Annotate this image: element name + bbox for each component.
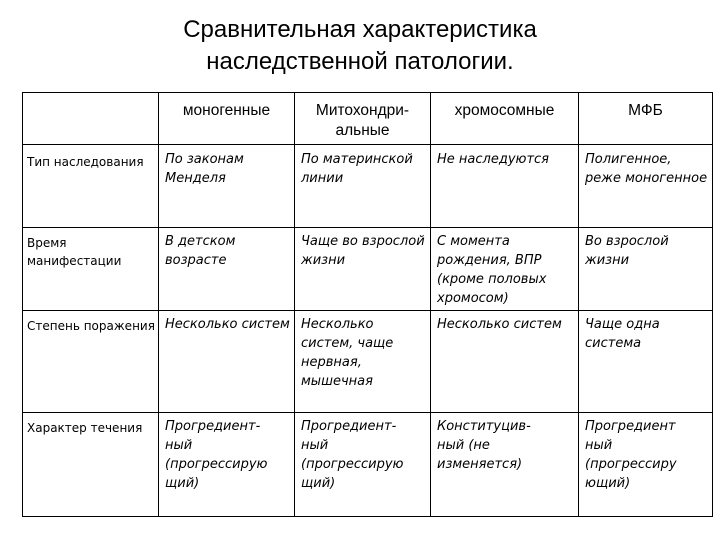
cell-text: В детском возрасте	[165, 234, 236, 268]
table-cell	[431, 311, 579, 413]
table-cell	[579, 311, 713, 413]
table-cell	[431, 413, 579, 517]
corner-cell	[23, 93, 159, 145]
table-row	[23, 311, 713, 413]
row-label-text: Тип наследования	[27, 155, 144, 169]
table-cell	[159, 145, 295, 228]
cell-text: Прогредиент ный (прогрессиру ющий)	[585, 419, 677, 491]
table-cell	[295, 311, 431, 413]
cell-text: Не наследуются	[437, 152, 549, 167]
cell-text: Несколько систем	[437, 317, 562, 332]
table-row	[23, 413, 713, 517]
row-label-inheritance	[23, 145, 159, 228]
table-cell	[159, 311, 295, 413]
cell-text: Чаще во взрослой жизни	[301, 234, 425, 268]
cell-text: Конституцив- ный (не изменяется)	[437, 419, 531, 472]
column-header-mitochondrial	[295, 93, 431, 145]
cell-text: Несколько систем, чаще нервная, мышечная	[301, 317, 394, 389]
row-label-manifestation	[23, 228, 159, 311]
column-header-mfb	[579, 93, 713, 145]
table-cell	[159, 413, 295, 517]
table-cell	[295, 228, 431, 311]
column-header-chromosomal	[431, 93, 579, 145]
title-line-2: наследственной патологии.	[206, 48, 514, 75]
column-header-monogenic	[159, 93, 295, 145]
cell-text: Чаще одна система	[585, 317, 660, 351]
column-header-label: моногенные	[182, 102, 271, 119]
table-cell	[579, 228, 713, 311]
row-label-severity	[23, 311, 159, 413]
cell-text: Полигенное, реже моногенное	[585, 152, 708, 186]
table-row	[23, 145, 713, 228]
title-line-1: Сравнительная характеристика	[183, 16, 537, 43]
cell-text: Несколько систем	[165, 317, 290, 332]
page-title	[0, 14, 720, 78]
table-cell	[431, 228, 579, 311]
row-label-text: Время манифестации	[27, 236, 122, 268]
header-row	[23, 93, 713, 145]
table-cell	[579, 413, 713, 517]
table-cell	[159, 228, 295, 311]
table-row	[23, 228, 713, 311]
column-header-label: Митохондри- альные	[315, 102, 410, 139]
cell-text: По материнской линии	[301, 152, 413, 186]
table-cell	[431, 145, 579, 228]
comparison-table	[22, 92, 713, 517]
cell-text: Прогредиент- ный (прогрессирую щий)	[165, 419, 268, 491]
cell-text: Во взрослой жизни	[585, 234, 669, 268]
table-cell	[295, 145, 431, 228]
cell-text: Прогредиент- ный (прогрессирую щий)	[301, 419, 404, 491]
column-header-label: хромосомные	[454, 102, 555, 119]
row-label-text: Степень поражения	[27, 319, 155, 333]
cell-text: По законам Менделя	[165, 152, 244, 186]
table-cell	[295, 413, 431, 517]
row-label-text: Характер течения	[27, 421, 143, 435]
column-header-label: МФБ	[628, 102, 663, 119]
table-cell	[579, 145, 713, 228]
cell-text: С момента рождения, ВПР (кроме половых хромосом)	[437, 234, 547, 306]
row-label-course	[23, 413, 159, 517]
